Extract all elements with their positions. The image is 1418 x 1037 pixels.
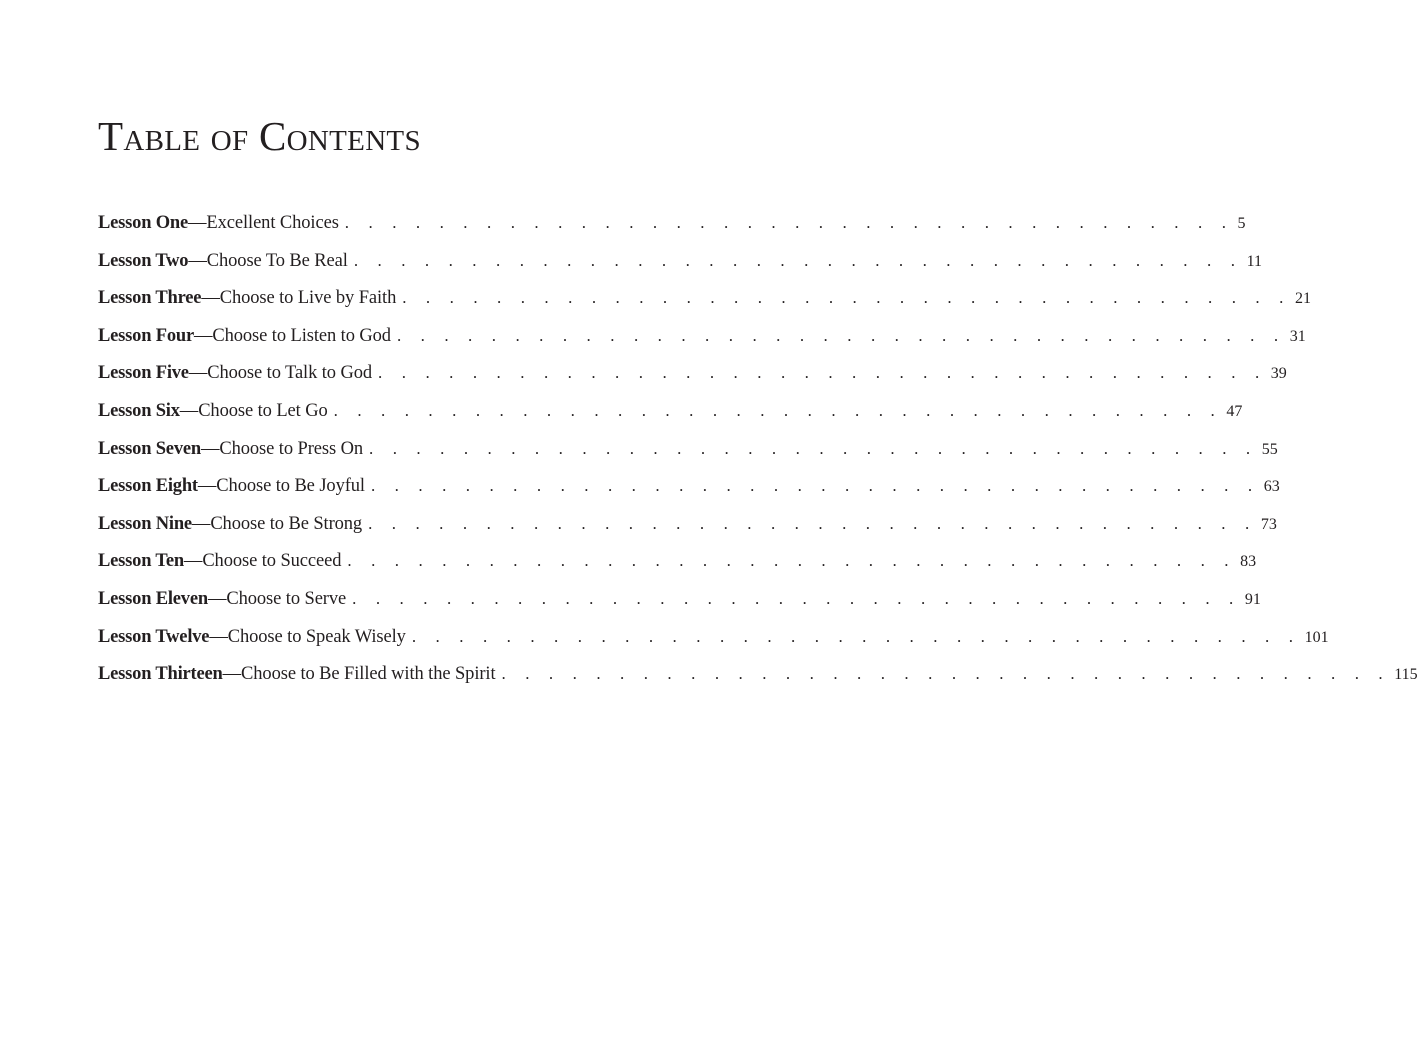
dot-leader: . . . . . . . . . . . . . . . . . . . . . . . . . . . . . . . . . . . . . .	[369, 438, 1258, 458]
entry-title: —Choose to Speak Wisely	[209, 626, 406, 647]
page-number: 63	[1263, 478, 1280, 496]
page-number: 91	[1244, 590, 1261, 608]
entry-label: Lesson Eight	[98, 476, 198, 497]
entry-label: Lesson Six	[98, 400, 180, 421]
dot-leader: . . . . . . . . . . . . . . . . . . . . . . . . . . . . . . . . . . . . . .	[352, 588, 1241, 608]
page-number: 39	[1270, 365, 1287, 383]
toc-entry-lesson-eight	[98, 467, 1280, 505]
page-number: 47	[1226, 402, 1243, 420]
entry-label: Lesson Twelve	[98, 626, 210, 647]
entry-label: Lesson Two	[98, 250, 189, 271]
entry-title: —Choose to Listen to God	[193, 325, 391, 346]
dot-leader: . . . . . . . . . . . . . . . . . . . . . . . . . . . . . . . . . . . . . .	[347, 551, 1237, 571]
toc-entry-lesson-four	[98, 317, 1306, 355]
toc-entry-lesson-seven	[98, 430, 1278, 468]
table-of-contents	[98, 204, 1418, 693]
page-number: 11	[1246, 252, 1262, 270]
page-title: Table of Contents	[98, 113, 421, 159]
dot-leader: . . . . . . . . . . . . . . . . . . . . . . . . . . . . . . . . . . . . . .	[368, 513, 1257, 533]
dot-leader: . . . . . . . . . . . . . . . . . . . . . . . . . . . . . . . . . . . . . .	[353, 250, 1243, 270]
toc-entry-lesson-nine	[98, 505, 1277, 543]
toc-entry-lesson-ten	[98, 542, 1257, 580]
entry-label: Lesson One	[98, 213, 189, 233]
entry-label: Lesson Seven	[98, 438, 201, 459]
toc-entry-lesson-twelve	[98, 618, 1329, 656]
toc-entry-lesson-two	[98, 242, 1262, 280]
dot-leader: . . . . . . . . . . . . . . . . . . . . . . . . . . . . . . . . . . . . . .	[333, 400, 1223, 420]
entry-title: —Choose to Let Go	[179, 400, 328, 421]
toc-entry-lesson-one	[98, 204, 1246, 242]
entry-title: —Choose to Be Strong	[191, 513, 363, 534]
page-number: 21	[1294, 290, 1311, 308]
page-number: 73	[1260, 515, 1277, 533]
entry-label: Lesson Nine	[98, 513, 192, 534]
toc-entry-lesson-thirteen	[98, 655, 1418, 693]
entry-title: —Choose to Talk to God	[188, 363, 373, 384]
page-number: 31	[1289, 327, 1306, 345]
entry-label: Lesson Thirteen	[98, 664, 223, 685]
dot-leader: . . . . . . . . . . . . . . . . . . . . . . . . . . . . . . . . . . . . . .	[411, 626, 1301, 646]
page-number: 83	[1240, 553, 1257, 571]
entry-title: —Choose to Press On	[200, 438, 364, 459]
entry-title: —Choose to Be Joyful	[197, 476, 365, 497]
page-number: 55	[1261, 440, 1278, 458]
toc-entry-lesson-six	[98, 392, 1243, 430]
entry-label: Lesson Eleven	[98, 588, 208, 609]
entry-title: —Choose To Be Real	[188, 250, 348, 271]
entry-title: —Choose to Live by Faith	[201, 288, 397, 309]
dot-leader: . . . . . . . . . . . . . . . . . . . . . . . . . . . . . . . . . . . . . .	[501, 664, 1391, 684]
dot-leader: . . . . . . . . . . . . . . . . . . . . . . . . . . . . . . . . . . . . . .	[396, 325, 1286, 345]
dot-leader: . . . . . . . . . . . . . . . . . . . . . . . . . . . . . . . . . . . . . .	[402, 288, 1291, 308]
dot-leader: . . . . . . . . . . . . . . . . . . . . . . . . . . . . . . . . . . . . . .	[370, 476, 1260, 496]
dot-leader: . . . . . . . . . . . . . . . . . . . . . . . . . . . . . . . . . . . . . .	[344, 213, 1234, 232]
entry-title: —Choose to Succeed	[183, 551, 342, 572]
entry-label: Lesson Four	[98, 325, 194, 346]
page-number: 101	[1304, 628, 1329, 646]
toc-entry-lesson-three	[98, 279, 1311, 317]
toc-entry-lesson-eleven	[98, 580, 1261, 618]
entry-title: —Choose to Serve	[207, 588, 347, 609]
page-number: 5	[1237, 215, 1246, 232]
entry-label: Lesson Ten	[98, 551, 184, 572]
entry-label: Lesson Five	[98, 363, 189, 384]
page-number: 115	[1394, 666, 1418, 684]
entry-title: —Choose to Be Filled with the Spirit	[222, 664, 496, 685]
toc-entry-lesson-five	[98, 354, 1287, 392]
dot-leader: . . . . . . . . . . . . . . . . . . . . . . . . . . . . . . . . . . . . . .	[378, 363, 1267, 383]
entry-title: —Excellent Choices	[188, 213, 339, 233]
entry-label: Lesson Three	[98, 288, 202, 309]
